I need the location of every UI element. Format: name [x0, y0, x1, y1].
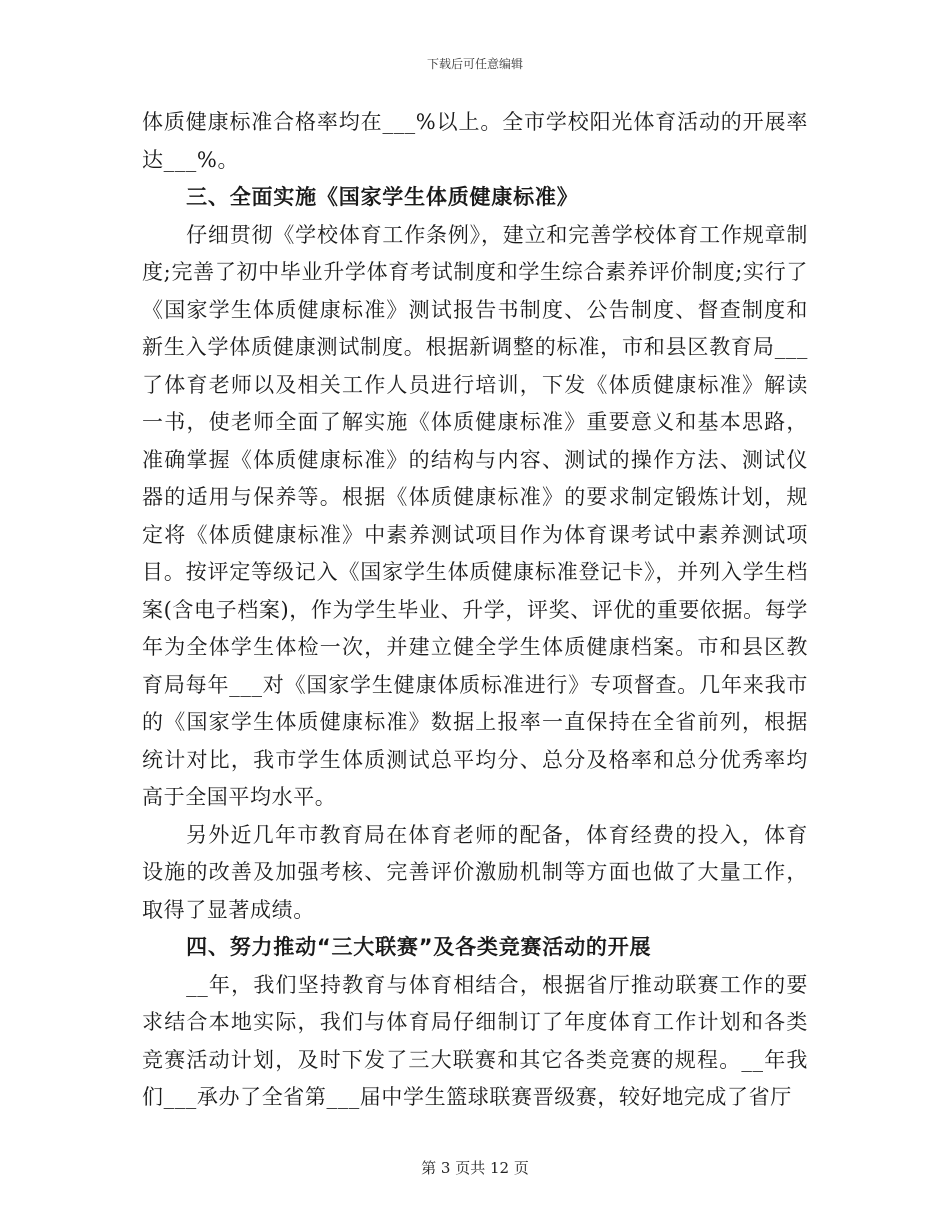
paragraph-leagues: __年，我们坚持教育与体育相结合，根据省厅推动联赛工作的要求结合本地实际，我们与体育局仔细制订了年度体育工作计划和各类竞赛活动计划，及时下发了三大联赛和其它各类竞赛的规程。__年我们___承办了全省第___届中学生篮球联赛晋级赛，较好地完成了省厅	[142, 972, 808, 1109]
paragraph-continued: 体质健康标准合格率均在___%以上。全市学校阳光体育活动的开展率达___%。	[142, 110, 808, 172]
paragraph-health-standard: 仔细贯彻《学校体育工作条例》，建立和完善学校体育工作规章制度;完善了初中毕业升学体育考试制度和学生综合素养评价制度;实行了《国家学生体质健康标准》测试报告书制度、公告制度、督查制度和新生入学体质健康测试制度。根据新调整的标准，市和县区教育局___了体育老师以及相关工作人员进行培训，下发《体质健康标准》解读一书，使老师全面了解实施《体质健康标准》重要意义和基本思路，准确掌握《体质健康标准》的结构与内容、测试的操作方法、测试仪器的适用与保养等。根据《体质健康标准》的要求制定锻炼计划，规定将《体质健康标准》中素养测试项目作为体育课考试中素养测试项目。按评定等级记入《国家学生体质健康标准登记卡》，并列入学生档案(含电子档案)，作为学生毕业、升学，评奖、评优的重要依据。每学年为全体学生体检一次，并建立健全学生体质健康档案。市和县区教育局每年___对《国家学生健康体质标准进行》专项督查。几年来我市的《国家学生体质健康标准》数据上报率一直保持在全省前列，根据统计对比，我市学生体质测试总平均分、总分及格率和总分优秀率均高于全国平均水平。	[142, 222, 808, 809]
paragraph-achievements: 另外近几年市教育局在体育老师的配备，体育经费的投入，体育设施的改善及加强考核、完善评价激励机制等方面也做了大量工作，取得了显著成绩。	[142, 822, 808, 922]
section-heading-4: 四、努力推动“三大联赛”及各类竞赛活动的开展	[186, 935, 652, 959]
page-header: 下载后可任意编辑	[426, 57, 523, 71]
page-footer: 第 3 页共 12 页	[421, 1159, 529, 1177]
section-heading-3: 三、全面实施《国家学生体质健康标准》	[186, 185, 579, 209]
document-body	[142, 104, 808, 1117]
